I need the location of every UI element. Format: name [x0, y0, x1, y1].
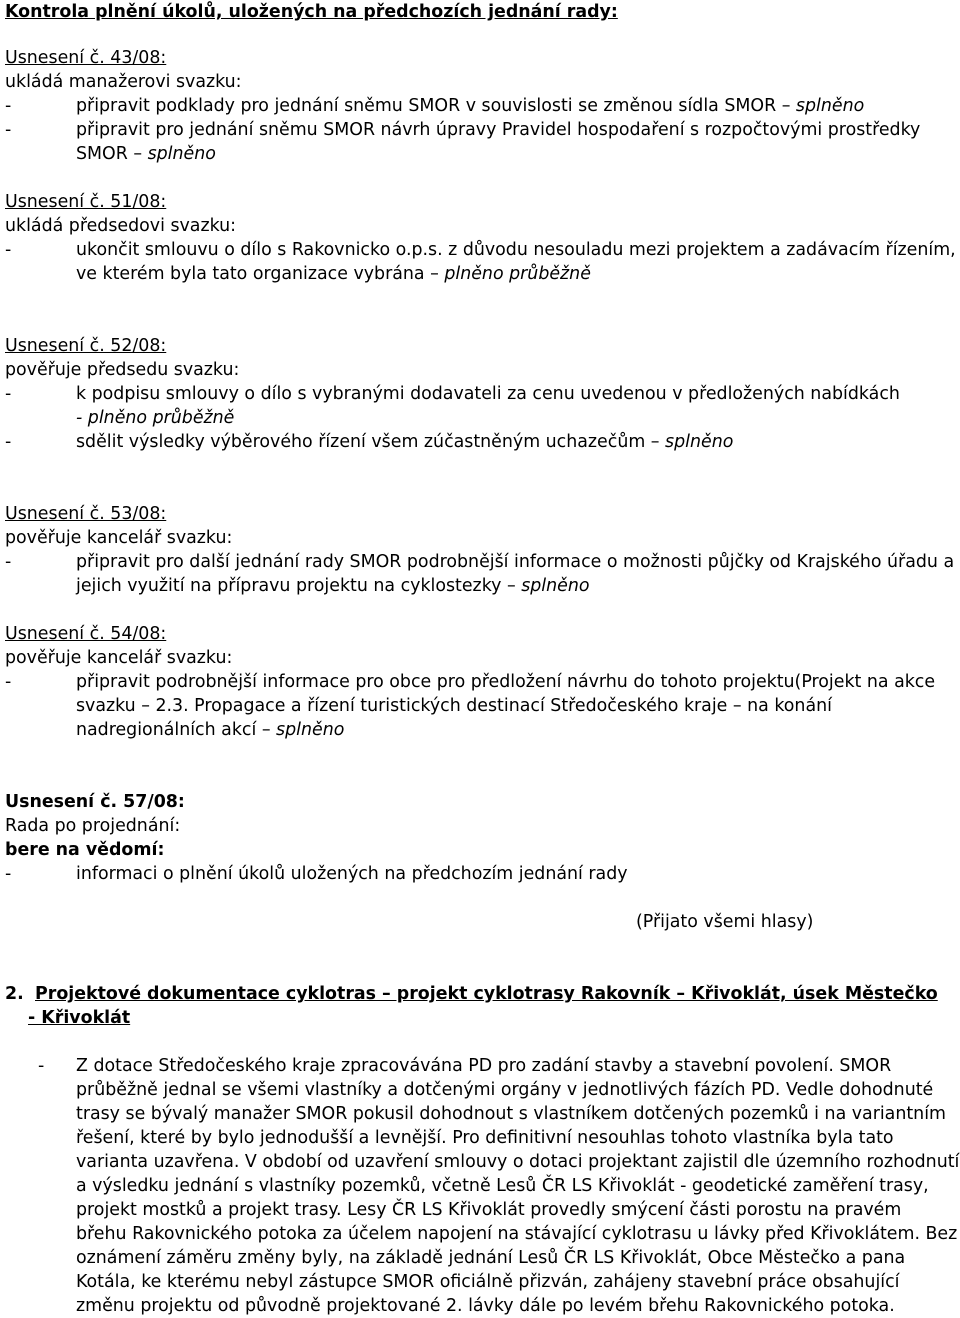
bullet-dash: - [5, 120, 12, 140]
status-text: splněno [665, 432, 734, 452]
bullet-dash: - [38, 1056, 45, 1076]
section-2-body-line: Z dotace Středočeského kraje zpracovávána PD pro zadání stavby a stavební povolení. SMOR [76, 1056, 892, 1076]
resolution-43-item-1 [76, 94, 864, 118]
bullet-dash: - [5, 432, 12, 452]
resolution-52-title: Usnesení č. 52/08: [5, 336, 167, 356]
bullet-dash: - [5, 864, 12, 884]
section-2-title: Projektové dokumentace cyklotras – projekt cyklotrasy Rakovník – Křivoklát, úsek Městečko [35, 984, 938, 1004]
resolution-54-item-1-cont2 [76, 718, 344, 742]
status-text: splněno [276, 720, 345, 740]
section-2-body-line: oznámení záměru změny byly, na základě jednání Lesů ČR LS Křivoklát, Obce Městečko a pana [76, 1248, 906, 1268]
resolution-52-intro: pověřuje předsedu svazku: [5, 360, 240, 380]
resolution-53-title: Usnesení č. 53/08: [5, 504, 167, 524]
item-text: SMOR – [76, 144, 143, 164]
item-text: nadregionálních akcí – [76, 720, 271, 740]
section-2-body-line: břehu Rakovnického potoka za účelem napojení na stávající cyklotrasu u lávky před Křivoklátem. Bez [76, 1224, 958, 1244]
resolution-51-title: Usnesení č. 51/08: [5, 192, 167, 212]
section-2-body-line: řešení, které by bylo jednodušší a levnější. Pro definitivní nesouhlas tohoto vlastníka byla tato [76, 1128, 894, 1148]
resolution-54-intro: pověřuje kancelář svazku: [5, 648, 233, 668]
section-2-body-line: změnu projektu od původně projektované 2. lávky dále po levém břehu Rakovnického potoka. [76, 1296, 895, 1316]
bullet-dash: - [5, 552, 12, 572]
status-text: splněno [147, 144, 216, 164]
item-text: jejich využití na přípravu projektu na cyklostezky – [76, 576, 516, 596]
resolution-53-item-1-cont [76, 574, 590, 598]
section-2-body-line: průběžně jednal se všemi vlastníky a dotčenými orgány v jednotlivých fázích PD. Vedle dohodnuté [76, 1080, 934, 1100]
resolution-57-title: Usnesení č. 57/08: [5, 792, 185, 812]
section-2-body-line: Kotála, ke kterému nebyl zástupce SMOR oficiálně přizván, zahájeny stavební práce obsahující [76, 1272, 900, 1292]
section-header: Kontrola plnění úkolů, uložených na předchozích jednání rady: [5, 2, 618, 22]
bullet-dash: - [5, 384, 12, 404]
resolution-43-item-2-cont [76, 142, 216, 166]
resolution-54-item-1-cont: svazku – 2.3. Propagace a řízení turistických destinací Středočeského kraje – na konání [76, 696, 832, 716]
resolution-43-title: Usnesení č. 43/08: [5, 48, 167, 68]
resolution-54-item-1: připravit podrobnější informace pro obce pro předložení návrhu do tohoto projektu(Projekt na akce [76, 672, 936, 692]
item-text: ve kterém byla tato organizace vybrána – [76, 264, 439, 284]
bullet-dash: - [5, 96, 12, 116]
resolution-51-item-1-cont [76, 262, 591, 286]
status-text: plněno průběžně [444, 264, 591, 284]
section-2-body-line: a výsledku jednání s vlastníky pozemků, včetně Lesů ČR LS Křivoklát - geodetické zaměření trasy, [76, 1176, 929, 1196]
resolution-51-intro: ukládá předsedovi svazku: [5, 216, 236, 236]
resolution-52-item-1: k podpisu smlouvy o dílo s vybranými dodavateli za cenu uvedenou v předložených nabídkách [76, 384, 900, 404]
resolution-51-item-1: ukončit smlouvu o dílo s Rakovnicko o.p.s. z důvodu nesouladu mezi projektem a zadávacím řízením, [76, 240, 956, 260]
status-text: splněno [521, 576, 590, 596]
resolution-53-intro: pověřuje kancelář svazku: [5, 528, 233, 548]
section-2-body-line: trasy se bývalý manažer SMOR pokusil dohodnout s vlastníkem dotčených pozemků i na variantním [76, 1104, 946, 1124]
section-2-title-cont: - Křivoklát [28, 1008, 131, 1028]
resolution-57-item-1: informaci o plnění úkolů uložených na předchozím jednání rady [76, 864, 628, 884]
resolution-43-intro: ukládá manažerovi svazku: [5, 72, 242, 92]
resolution-53-item-1: připravit pro další jednání rady SMOR podrobnější informace o možnosti půjčky od Krajského úřadu a [76, 552, 955, 572]
resolution-52-item-1-status: - plněno průběžně [76, 408, 235, 428]
bullet-dash: - [5, 672, 12, 692]
resolution-43-item-2: připravit pro jednání sněmu SMOR návrh úpravy Pravidel hospodaření s rozpočtovými prostředky [76, 120, 921, 140]
resolution-54-title: Usnesení č. 54/08: [5, 624, 167, 644]
vote-result: (Přijato všemi hlasy) [636, 912, 814, 932]
resolution-57-intro: Rada po projednání: [5, 816, 181, 836]
resolution-52-item-2 [76, 430, 733, 454]
item-text: sdělit výsledky výběrového řízení všem zúčastněným uchazečům – [76, 432, 660, 452]
item-text: připravit podklady pro jednání sněmu SMOR v souvislosti se změnou sídla SMOR – [76, 96, 791, 116]
section-2-body-line: projekt mostků a projekt trasy. Lesy ČR LS Křivoklát provedly smýcení části porostu na pravém [76, 1200, 902, 1220]
status-text: splněno [795, 96, 865, 116]
section-2-body-line: varianta uzavřena. V období od uzavření smlouvy o dotaci projektant zajistil dle územního rozhodnutí [76, 1152, 960, 1172]
section-2-number: 2. [5, 984, 24, 1004]
bullet-dash: - [5, 240, 12, 260]
resolution-57-verb: bere na vědomí: [5, 840, 165, 860]
